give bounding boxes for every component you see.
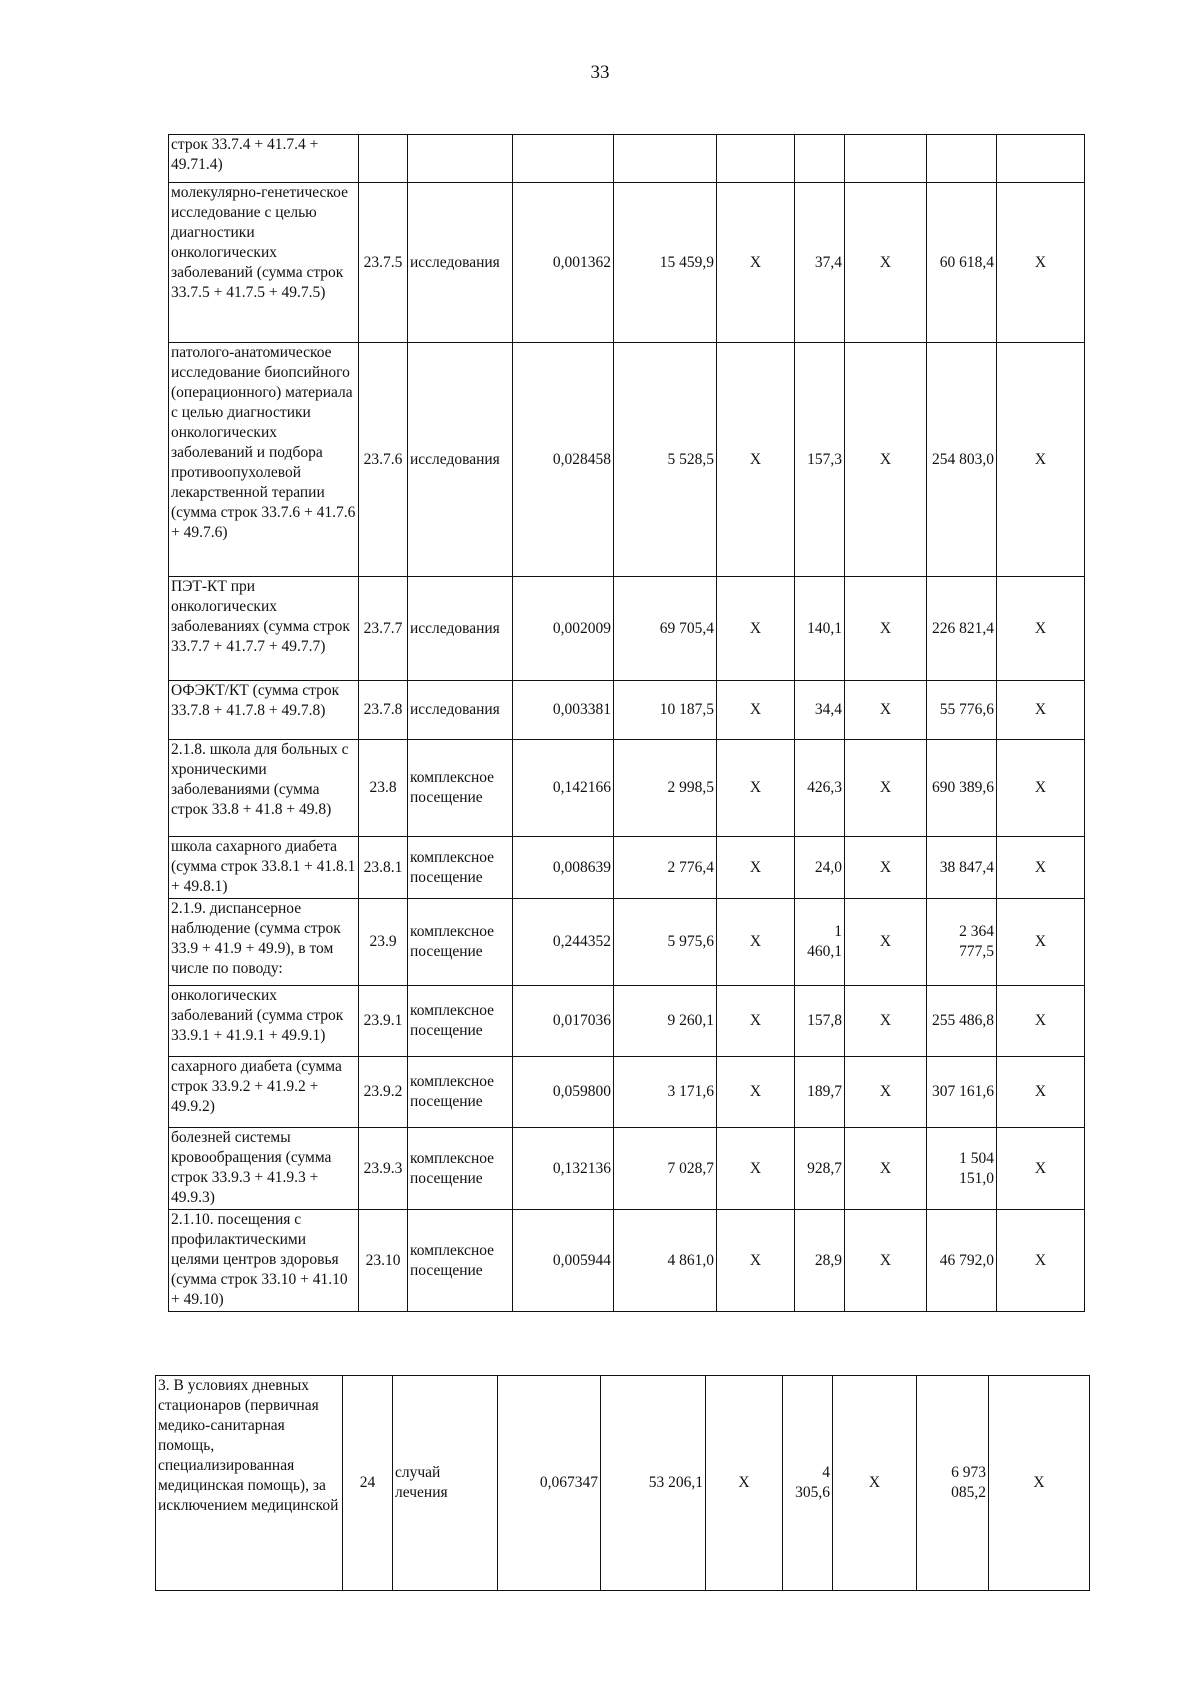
row-x2: X [845,1210,927,1312]
row-code: 23.9 [359,899,408,986]
row-unit: исследования [408,681,513,740]
table-row [169,740,1085,837]
row-x1 [717,135,795,183]
row-norm: 0,244352 [513,899,614,986]
row-code: 23.7.8 [359,681,408,740]
table-row [169,577,1085,681]
row-x1: X [717,1210,795,1312]
row-norm: 0,003381 [513,681,614,740]
row-x1: X [717,343,795,577]
row-norm: 0,002009 [513,577,614,681]
row-v2: 60 618,4 [927,183,997,343]
row-x2: X [845,577,927,681]
row-code: 23.9.2 [359,1057,408,1128]
row-v2: 2 364 777,5 [927,899,997,986]
row-code: 23.10 [359,1210,408,1312]
row-v1: 1 460,1 [795,899,845,986]
row-cost: 53 206,1 [601,1376,706,1591]
row-cost: 4 861,0 [614,1210,717,1312]
row-x1: X [717,899,795,986]
row-v1: 928,7 [795,1128,845,1210]
row-cost: 7 028,7 [614,1128,717,1210]
row-cost: 2 776,4 [614,837,717,899]
row-norm: 0,067347 [498,1376,601,1591]
row-code: 23.7.6 [359,343,408,577]
row-x2: X [845,1128,927,1210]
row-x1: X [717,577,795,681]
row-v1: 4 305,6 [783,1376,833,1591]
row-x3: X [997,681,1085,740]
page-number: 33 [590,62,610,83]
row-unit: исследования [408,577,513,681]
row-x3: X [997,740,1085,837]
row-x1: X [717,740,795,837]
row-name: 2.1.10. посещения с профилактическими целями центров здоровья (сумма строк 33.10 + 41.10 + 49.10) [169,1210,359,1312]
row-x3: X [997,577,1085,681]
row-name: 2.1.9. диспансерное наблюдение (сумма строк 33.9 + 41.9 + 49.9), в том числе по поводу: [169,899,359,986]
row-cost [614,135,717,183]
row-code: 23.9.1 [359,986,408,1057]
row-norm: 0,005944 [513,1210,614,1312]
row-v1: 157,8 [795,986,845,1057]
row-v2: 38 847,4 [927,837,997,899]
row-v2: 690 389,6 [927,740,997,837]
row-v2: 55 776,6 [927,681,997,740]
row-x1: X [717,183,795,343]
row-v1: 37,4 [795,183,845,343]
row-norm: 0,028458 [513,343,614,577]
row-unit: комплексное посещение [408,1210,513,1312]
row-x3: X [997,343,1085,577]
table-row [156,1376,1090,1591]
row-code: 24 [343,1376,393,1591]
row-v2: 254 803,0 [927,343,997,577]
row-cost: 10 187,5 [614,681,717,740]
row-code: 23.7.7 [359,577,408,681]
row-x2: X [845,1057,927,1128]
row-norm: 0,001362 [513,183,614,343]
row-x3: X [997,1057,1085,1128]
row-cost: 9 260,1 [614,986,717,1057]
row-x2: X [845,899,927,986]
row-x2: X [845,986,927,1057]
row-name: строк 33.7.4 + 41.7.4 + 49.71.4) [169,135,359,183]
row-v1: 28,9 [795,1210,845,1312]
row-unit: исследования [408,183,513,343]
row-x2: X [845,183,927,343]
row-norm: 0,008639 [513,837,614,899]
row-x2: X [833,1376,917,1591]
row-unit: случай лечения [393,1376,498,1591]
row-cost: 69 705,4 [614,577,717,681]
data-table-continued [155,1375,1090,1591]
row-v1: 426,3 [795,740,845,837]
row-x1: X [717,1057,795,1128]
row-x2: X [845,681,927,740]
row-unit: комплексное посещение [408,740,513,837]
row-x3: X [997,986,1085,1057]
row-name: 2.1.8. школа для больных с хроническими заболеваниями (сумма строк 33.8 + 41.8 + 49.8) [169,740,359,837]
data-table [168,134,1085,1312]
row-x3: X [997,899,1085,986]
row-v2: 226 821,4 [927,577,997,681]
row-x3: X [997,183,1085,343]
row-norm: 0,059800 [513,1057,614,1128]
table-row [169,837,1085,899]
row-unit [408,135,513,183]
row-x1: X [717,681,795,740]
row-code: 23.7.5 [359,183,408,343]
row-v2: 6 973 085,2 [917,1376,989,1591]
row-norm: 0,132136 [513,1128,614,1210]
row-v2: 1 504 151,0 [927,1128,997,1210]
row-unit: комплексное посещение [408,1057,513,1128]
row-x3: X [989,1376,1090,1591]
row-norm: 0,142166 [513,740,614,837]
row-unit: комплексное посещение [408,1128,513,1210]
table-row [169,1128,1085,1210]
table-row [169,183,1085,343]
row-code: 23.9.3 [359,1128,408,1210]
row-x3 [997,135,1085,183]
row-cost: 15 459,9 [614,183,717,343]
row-name: школа сахарного диабета (сумма строк 33.8.1 + 41.8.1 + 49.8.1) [169,837,359,899]
table-row [169,681,1085,740]
row-code [359,135,408,183]
row-unit: исследования [408,343,513,577]
row-code: 23.8 [359,740,408,837]
row-name: патолого-анатомическое исследование биопсийного (операционного) материала с целью диагностики онкологических заболеваний и подбора противоопухолевой лекарственной терапии (сумма строк 33.7.6 + 41.7.6 + 49.7.6) [169,343,359,577]
row-v1: 140,1 [795,577,845,681]
row-cost: 2 998,5 [614,740,717,837]
row-name: ПЭТ-КТ при онкологических заболеваниях (сумма строк 33.7.7 + 41.7.7 + 49.7.7) [169,577,359,681]
row-name: сахарного диабета (сумма строк 33.9.2 + 41.9.2 + 49.9.2) [169,1057,359,1128]
row-v2: 307 161,6 [927,1057,997,1128]
table-row [169,1210,1085,1312]
row-x3: X [997,1128,1085,1210]
row-v2: 255 486,8 [927,986,997,1057]
row-name: болезней системы кровообращения (сумма строк 33.9.3 + 41.9.3 + 49.9.3) [169,1128,359,1210]
row-x1: X [706,1376,783,1591]
row-unit: комплексное посещение [408,986,513,1057]
row-v1: 34,4 [795,681,845,740]
row-cost: 3 171,6 [614,1057,717,1128]
row-x2: X [845,343,927,577]
row-norm: 0,017036 [513,986,614,1057]
row-x1: X [717,986,795,1057]
row-name: 3. В условиях дневных стационаров (первичная медико-санитарная помощь, специализированная медицинская помощь), за исключением медицинской [156,1376,343,1591]
row-unit: комплексное посещение [408,837,513,899]
row-x1: X [717,1128,795,1210]
row-cost: 5 528,5 [614,343,717,577]
row-v1: 189,7 [795,1057,845,1128]
row-x3: X [997,1210,1085,1312]
row-v1: 157,3 [795,343,845,577]
row-norm [513,135,614,183]
row-x3: X [997,837,1085,899]
row-name: ОФЭКТ/КТ (сумма строк 33.7.8 + 41.7.8 + 49.7.8) [169,681,359,740]
row-name: онкологических заболеваний (сумма строк 33.9.1 + 41.9.1 + 49.9.1) [169,986,359,1057]
table-row [169,1057,1085,1128]
row-name: молекулярно-генетическое исследование с целью диагностики онкологических заболеваний (сумма строк 33.7.5 + 41.7.5 + 49.7.5) [169,183,359,343]
table-row [169,899,1085,986]
row-x2: X [845,837,927,899]
row-v1 [795,135,845,183]
row-v2 [927,135,997,183]
row-v1: 24,0 [795,837,845,899]
row-x2: X [845,740,927,837]
row-cost: 5 975,6 [614,899,717,986]
row-unit: комплексное посещение [408,899,513,986]
table-row [169,135,1085,183]
row-x1: X [717,837,795,899]
table-row [169,343,1085,577]
row-code: 23.8.1 [359,837,408,899]
row-x2 [845,135,927,183]
table-row [169,986,1085,1057]
row-v2: 46 792,0 [927,1210,997,1312]
